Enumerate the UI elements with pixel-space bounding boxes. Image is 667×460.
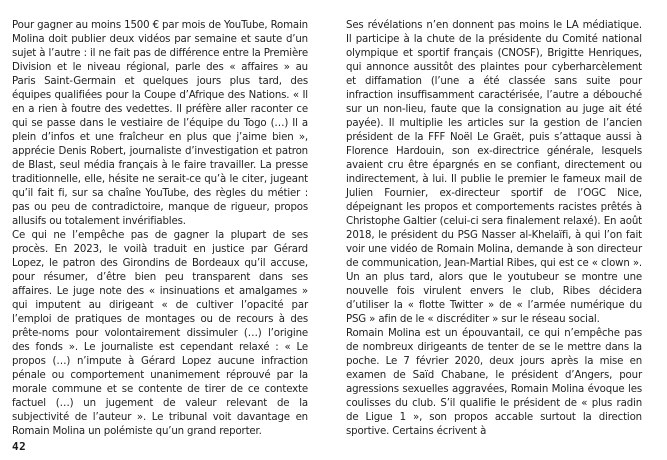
left-column (12, 19, 308, 439)
paragraph: Romain Molina est un épouvantail, ce qui n’empêche pas de nombreux dirigeants de tenter de se le mettre dans la poche. Le 7 février 2020, deux jours après la mise en examen de Saïd Chabane, le président d’Angers, pour agressions sexuelles aggravées, Romain Molina évoque les coulisses du club. S’il qualifie le président de « plus radin de Ligue 1 », son propos accable surtout la direction sportive. Certains écrivent à (346, 328, 642, 437)
paragraph: Pour gagner au moins 1500 € par mois de YouTube, Romain Molina doit publier deux vidéos par semaine et saute d’un sujet à l’autre : il ne fait pas de différence entre la Première Division et le niveau régional, parle des « affaires » au Paris Saint-Germain et quelques jours plus tard, des équipes qualifiées pour la Coupe d’Afrique des Nations. « Il en a rien à foutre des vedettes. Il préfère aller raconter ce qui se passe dans le vestiaire de l’équipe du Togo (…) Il a plein d’infos et une fraîcheur en plus que j’aime bien », apprécie Denis Robert, journaliste d’investigation et patron de Blast, seul média français à le faire travailler. La presse traditionnelle, elle, hésite ne serait-ce qu’à le citer, jugeant qu’il fait fi, sur sa chaîne YouTube, des règles du métier : pas ou peu de contradictoire, manque de rigueur, propos allusifs ou totalement invérifiables. (12, 20, 308, 227)
page-number: 42 (12, 440, 27, 453)
paragraph: Ses révélations n’en donnent pas moins le LA médiatique. Il participe à la chute de la présidente du Comité national olympique et sportif français (CNOSF), Brigitte Henriques, qui annonce aussitôt des plaintes pour cyberharcèlement et diffamation (l’une a été classée sans suite pour infraction insuffisamment caractérisée, l’autre a débouché sur un non-lieu, faute que la consignation au juge ait été payée). Il multiplie les articles sur la gestion de l’ancien président de la FFF Noël Le Graët, puis s’attaque aussi à Florence Hardouin, son ex-directrice générale, lesquels avaient cru être épargnés en se confiant, directement ou indirectement, à lui. Il publie le premier le fameux mail de Julien Fournier, ex-directeur sportif de l’OGC Nice, dépeignant les propos et comportements racistes prêtés à Christophe Galtier (celui-ci sera finalement relaxé). En août 2018, le président du PSG Nasser al-Khelaïfi, à qui l’on fait voir une vidéo de Romain Molina, demande à son directeur de communication, Jean-Martial Ribes, qui est ce « clown ». Un an plus tard, alors que le youtubeur se montre une nouvelle fois virulent envers le club, Ribes décidera d’utiliser la « flotte Twitter » de « l’armée numérique du PSG » afin de le « discréditer » sur le réseau social. (346, 20, 642, 325)
paragraph: Ce qui ne l’empêche pas de gagner la plupart de ses procès. En 2023, le voilà traduit en justice par Gérard Lopez, le patron des Girondins de Bordeaux qu’il accuse, pour résumer, d’être bien peu transparent dans ses affaires. Le juge note des « insinuations et amalgames » qui imputent au dirigeant « de cultiver l’opacité par l’emploi de pratiques de montages ou de recours à des prête-noms pour volontairement dissimuler (…) l’origine des fonds ». Le journaliste est cependant relaxé : « Le propos (…) n’impute à Gérard Lopez aucune infraction pénale ou comportement unanimement réprouvé par la morale commune et se contente de tirer de ce contexte factuel (…) un jugement de valeur relevant de la subjectivité de l’auteur ». Le tribunal voit davantage en Romain Molina un polémiste qu’un grand reporter. (12, 230, 308, 437)
right-column (346, 19, 642, 439)
